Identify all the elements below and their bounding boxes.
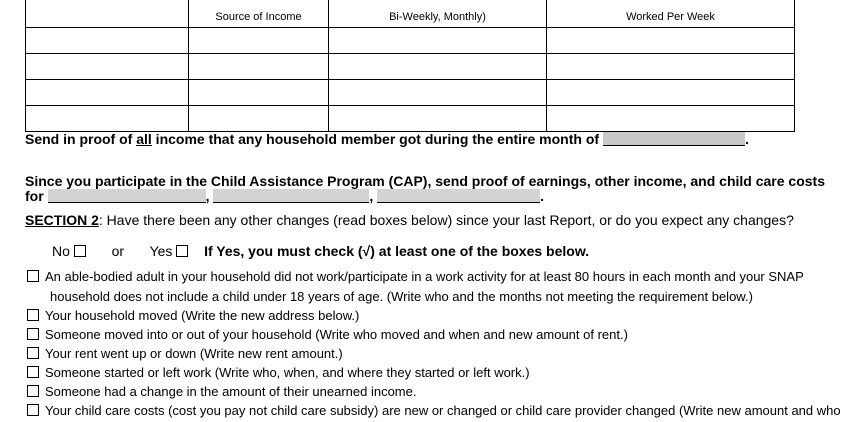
change-label: Someone started or left work (Write who, when, and where they started or left work.): [45, 365, 530, 380]
change-checkbox[interactable]: [27, 309, 39, 321]
income-table: [25, 0, 795, 132]
cap-sep-2: ,: [369, 188, 374, 204]
cap-for-label: for: [25, 188, 44, 204]
section-2-text: : Have there been any other changes (read boxes below) since your last Report, or do you expect any changes?: [98, 212, 794, 228]
change-label: Someone moved into or out of your household (Write who moved and when and new amount of rent.): [45, 327, 628, 342]
change-item-unearned-income: [27, 384, 416, 399]
change-item-child-care: [27, 403, 841, 418]
proof-month-instruction: [25, 131, 749, 147]
header-cell-source: Source of Income: [189, 0, 329, 28]
section-2-label: SECTION 2: [25, 212, 99, 228]
table-cell[interactable]: [329, 106, 547, 132]
yes-instruction: If Yes, you must check (√) at least one of the boxes below.: [204, 243, 590, 259]
table-cell[interactable]: [189, 80, 329, 106]
table-cell[interactable]: [329, 28, 547, 54]
proof-text-after: income that any household member got during the entire month of: [151, 131, 600, 147]
table-cell[interactable]: [547, 80, 795, 106]
change-item-moved: [27, 308, 359, 323]
yes-no-row: [52, 243, 589, 259]
table-row: [26, 54, 795, 80]
table-cell[interactable]: [547, 54, 795, 80]
table-cell[interactable]: [26, 106, 189, 132]
section-2-question: [25, 212, 794, 228]
header-cell-amount: Bi-Weekly, Monthly): [329, 0, 547, 28]
change-label: Your household moved (Write the new address below.): [45, 308, 360, 323]
yes-checkbox[interactable]: [176, 245, 188, 257]
proof-month-field[interactable]: [603, 132, 745, 146]
cap-month-field-2[interactable]: [213, 189, 369, 203]
table-cell[interactable]: [26, 80, 189, 106]
change-label: Someone had a change in the amount of their unearned income.: [45, 384, 417, 399]
cap-instruction: Since you participate in the Child Assistance Program (CAP), send proof of earnings, other income, and child care costs: [25, 173, 825, 189]
table-cell[interactable]: [547, 28, 795, 54]
change-label: Your child care costs (cost you pay not child care subsidy) are new or changed or child care provider changed (Write new amount and who: [45, 403, 841, 418]
change-item-work: [27, 365, 530, 380]
table-cell[interactable]: [189, 28, 329, 54]
cap-month-field-1[interactable]: [48, 189, 206, 203]
change-checkbox[interactable]: [27, 270, 39, 282]
table-cell[interactable]: [189, 54, 329, 80]
table-cell[interactable]: [26, 28, 189, 54]
table-row: [26, 28, 795, 54]
table-cell[interactable]: [547, 106, 795, 132]
change-item-work-requirement-continued: household does not include a child under 18 years of age. (Write who and the months not meeting the requirement below.): [50, 289, 753, 304]
proof-text-underlined: all: [136, 131, 152, 147]
change-checkbox[interactable]: [27, 385, 39, 397]
no-label: No: [52, 243, 70, 259]
cap-months-line: [25, 188, 544, 204]
proof-end: .: [744, 131, 749, 147]
cap-month-field-3[interactable]: [377, 189, 540, 203]
proof-text-before: Send in proof of: [25, 131, 137, 147]
table-cell[interactable]: [329, 80, 547, 106]
or-label: or: [111, 243, 125, 259]
change-item-rent: [27, 346, 343, 361]
change-checkbox[interactable]: [27, 347, 39, 359]
table-cell[interactable]: [189, 106, 329, 132]
change-label: An able-bodied adult in your household did not work/participate in a work activity for at least 80 hours in each month and your SNAP: [45, 269, 804, 284]
header-cell-hours: Worked Per Week: [547, 0, 795, 28]
change-checkbox[interactable]: [27, 404, 39, 416]
table-cell[interactable]: [329, 54, 547, 80]
cap-end: .: [540, 188, 545, 204]
table-row: [26, 106, 795, 132]
change-checkbox[interactable]: [27, 328, 39, 340]
no-checkbox[interactable]: [74, 245, 86, 257]
change-item-household-member: [27, 327, 628, 342]
change-checkbox[interactable]: [27, 366, 39, 378]
table-cell[interactable]: [26, 54, 189, 80]
change-item-work-requirement: [27, 269, 804, 284]
income-table-header-row: [26, 0, 795, 28]
header-cell-who: [26, 0, 189, 28]
table-row: [26, 80, 795, 106]
change-label: Your rent went up or down (Write new rent amount.): [45, 346, 343, 361]
cap-sep-1: ,: [205, 188, 210, 204]
yes-label: Yes: [149, 243, 173, 259]
